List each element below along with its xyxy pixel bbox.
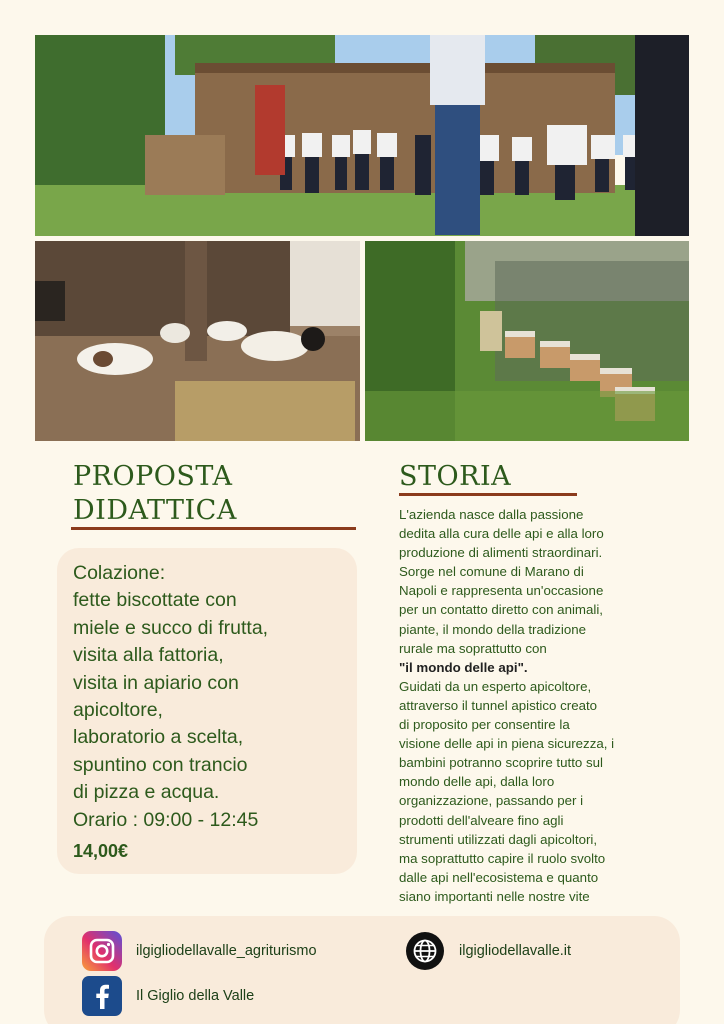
story-line: Sorge nel comune di Marano di — [399, 564, 584, 580]
program-line: laboratorio a scelta, — [73, 726, 244, 749]
story-line: bambini potranno scoprire tutto sul — [399, 755, 603, 771]
program-line: visita in apiario con — [73, 671, 239, 694]
story-line: ma soprattutto capire il ruolo svolto — [399, 850, 606, 866]
story-line: "il mondo delle api". — [399, 659, 528, 675]
story-text — [399, 505, 684, 906]
story-line: prodotti dell'alveare fino agli — [399, 812, 564, 828]
story-line: visione delle api in piena sicurezza, i — [399, 736, 615, 752]
website-url: ilgigliodellavalle.it — [459, 943, 572, 959]
instagram-icon — [82, 931, 122, 971]
facebook-icon — [82, 976, 122, 1016]
section-title-storia: STORIA — [399, 461, 512, 492]
story-line: L'azienda nasce dalla passione — [399, 507, 584, 522]
program-schedule: Orario : 09:00 - 12:45 — [73, 808, 259, 831]
program-line: di pizza e acqua. — [73, 781, 220, 804]
story-line: Guidati da un esperto apicoltore, — [399, 678, 592, 694]
photo-goats — [35, 241, 360, 441]
section-title-proposta-didattica — [73, 460, 363, 528]
program-box — [57, 548, 357, 874]
globe-icon — [405, 931, 445, 971]
program-line: Colazione: — [73, 562, 166, 584]
program-line: spuntino con trancio — [73, 753, 248, 776]
story-line: attraverso il tunnel apistico creato — [399, 697, 598, 713]
facebook-page-name: Il Giglio della Valle — [136, 988, 255, 1004]
program-line: fette biscottate con — [73, 589, 237, 612]
story-line: siano importanti nelle nostre vite — [399, 888, 590, 904]
story-line: Napoli e rappresenta un'occasione — [399, 583, 604, 599]
story-line: organizzazione, passando per i — [399, 793, 584, 809]
program-line: apicoltore, — [73, 699, 163, 722]
story-line: mondo delle api, dalla loro — [399, 774, 555, 790]
title-underline — [399, 493, 577, 496]
instagram-handle: ilgigliodellavalle_agriturismo — [136, 943, 317, 959]
story-line: di proposito per consentire la — [399, 717, 570, 733]
website-link[interactable] — [405, 931, 571, 971]
photo-children-at-farm — [35, 35, 689, 236]
story-line: piante, il mondo della tradizione — [399, 621, 587, 637]
photo-apiary — [365, 241, 689, 441]
story-line: per un contatto diretto con animali, — [399, 602, 604, 618]
program-line: visita alla fattoria, — [73, 644, 224, 667]
story-line: rurale ma soprattutto con — [399, 640, 547, 656]
title-underline — [71, 527, 356, 530]
story-line: strumenti utilizzati dagli apicoltori, — [399, 831, 598, 847]
story-line: dedita alla cura delle api e alla loro — [399, 526, 604, 542]
facebook-link[interactable] — [82, 976, 254, 1016]
instagram-link[interactable] — [82, 931, 317, 971]
price: 14,00€ — [73, 841, 129, 862]
story-line: produzione di alimenti straordinari. — [399, 545, 603, 561]
title-line: DIDATTICA — [73, 495, 237, 526]
story-line: dalle api nell'ecosistema e quanto — [399, 869, 599, 885]
title-line: PROPOSTA — [73, 461, 233, 492]
program-line: miele e succo di frutta, — [73, 616, 269, 639]
